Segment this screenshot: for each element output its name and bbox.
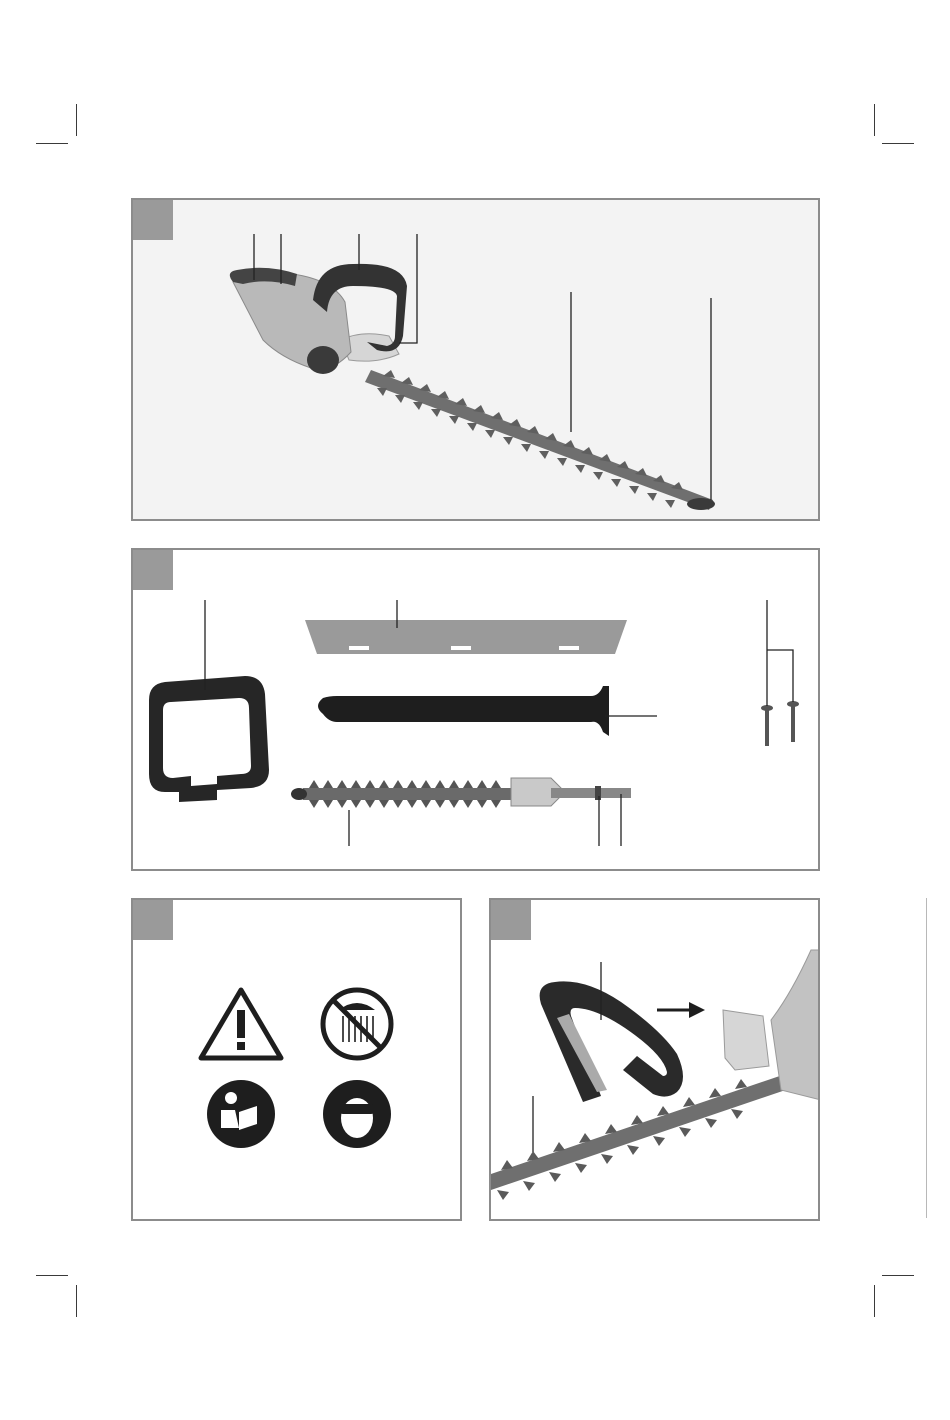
figure-panel-4 [489,898,820,1221]
screws [761,701,799,746]
crop-mark [882,1275,914,1276]
figure-panel-1 [131,198,820,521]
read-manual-icon [207,1080,275,1148]
crop-mark [36,143,68,144]
panel-tab-3 [133,900,173,940]
crop-mark [36,1275,68,1276]
no-rain-icon [323,990,391,1058]
front-handle [540,981,683,1102]
package-contents-illustration [133,550,818,869]
front-handle-part [149,676,269,802]
crop-mark [76,104,77,136]
panel-tab-2 [133,550,173,590]
eye-protection-icon [323,1080,391,1148]
hedge-trimmer-illustration [133,200,818,519]
trim-line [926,898,927,1218]
arrow-right-icon [657,1002,705,1018]
crop-mark [874,104,875,136]
panel-tab-1 [133,200,173,240]
blade-cover [305,620,627,654]
crop-mark [874,1285,875,1317]
handle-mounting-illustration [491,900,818,1219]
cutting-blade [365,370,715,510]
warning-triangle-icon [201,990,281,1058]
hand-guard [723,1010,769,1070]
blade-sheath [318,686,609,736]
crop-mark [76,1285,77,1317]
safety-symbols [133,900,460,1219]
crop-mark [882,143,914,144]
blade-assembly [291,778,631,808]
figure-panel-3 [131,898,462,1221]
panel-tab-4 [491,900,531,940]
figure-panel-2 [131,548,820,871]
